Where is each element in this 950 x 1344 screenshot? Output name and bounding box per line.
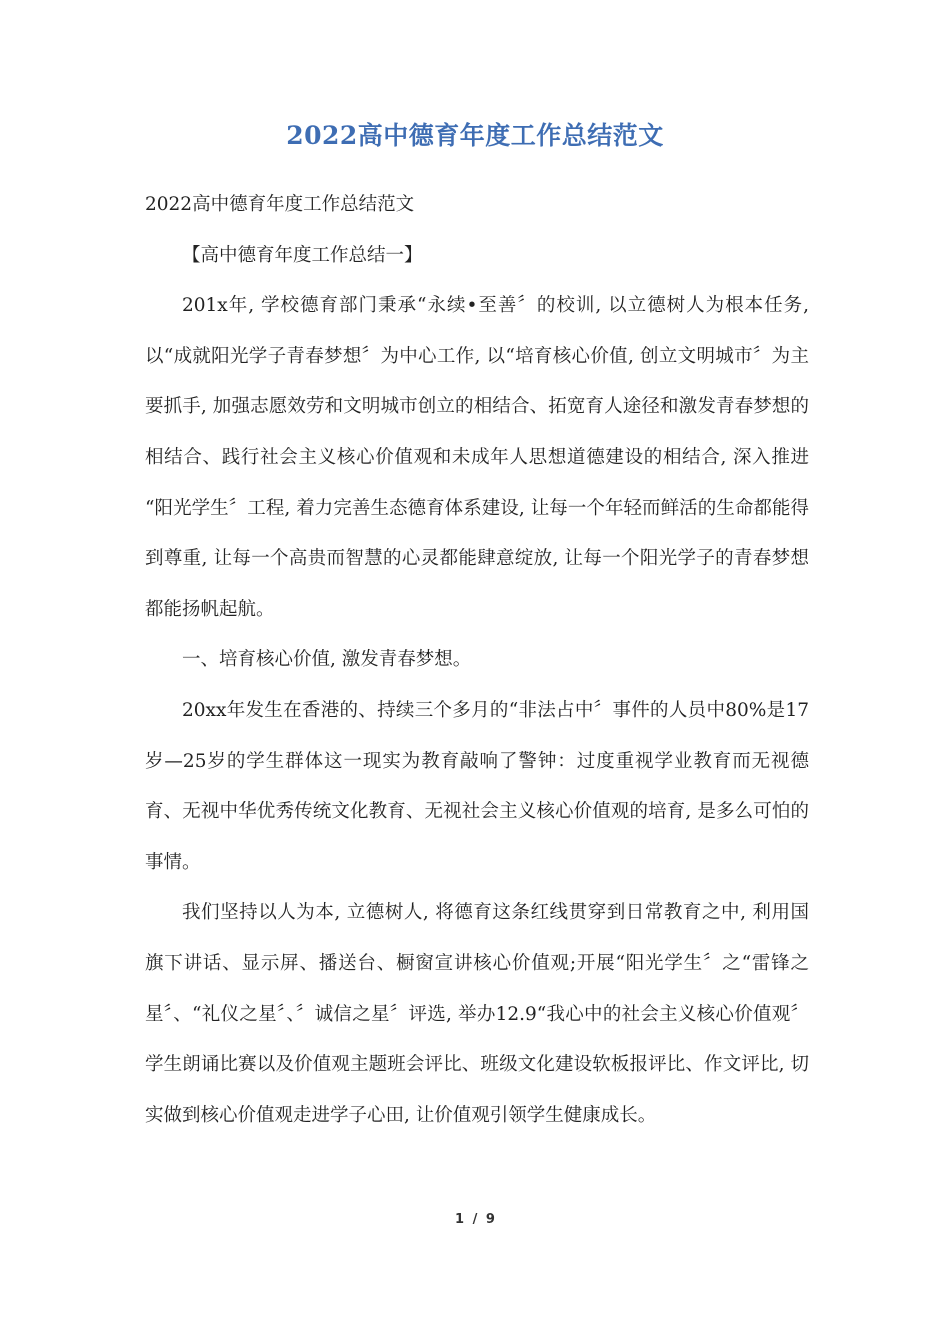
- section-subheading: 一、培育核心价值, 激发青春梦想。: [182, 649, 472, 671]
- paragraph: 20xx年发生在香港的、持续三个多月的“非法占中〞事件的人员中80%是17岁—25岁的学生群体这一现实为教育敲响了警钟：过度重视学业教育而无视德育、无视中华优秀传统文化教育、无视社会主义核心价值观的培育, 是多么可怕的事情。: [145, 699, 809, 873]
- paragraph: 我们坚持以人为本, 立德树人, 将德育这条红线贯穿到日常教育之中, 利用国旗下讲话、显示屏、播送台、橱窗宣讲核心价值观;开展“阳光学生〞之“雷锋之星〞、“礼仪之星〞、〞诚信之星〞评选, 举办12.9“我心中的社会主义核心价值观〞学生朗诵比赛以及价值观主题班会评比、班级文化建设软板报评比、作文评比, 切实做到核心价值观走进学子心田, 让价值观引领学生健康成长。: [145, 902, 809, 1126]
- section-heading: 【高中德育年度工作总结一】: [182, 244, 423, 266]
- paragraph: 201x年, 学校德育部门秉承“永续•至善〞的校训, 以立德树人为根本任务, 以“成就阳光学子青春梦想〞为中心工作, 以“培育核心价值, 创立文明城市〞为主要抓手, 加强志愿效劳和文明城市创立的相结合、拓宽育人途径和激发青春梦想的相结合、践行社会主义核心价值观和未成年人思想道德建设的相结合, 深入推进 “阳光学生〞工程, 着力完善生态德育体系建设, 让每一个年轻而鲜活的生命都能得到尊重, 让每一个高贵而智慧的心灵都能肆意绽放, 让每一个阳光学子的青春梦想都能扬帆起航。: [145, 295, 809, 620]
- document-subtitle: 2022高中德育年度工作总结范文: [145, 194, 415, 215]
- document-title: 2022高中德育年度工作总结范文: [286, 121, 664, 150]
- page-number-indicator: 1 / 9: [455, 1212, 495, 1227]
- document-body: [145, 180, 809, 1141]
